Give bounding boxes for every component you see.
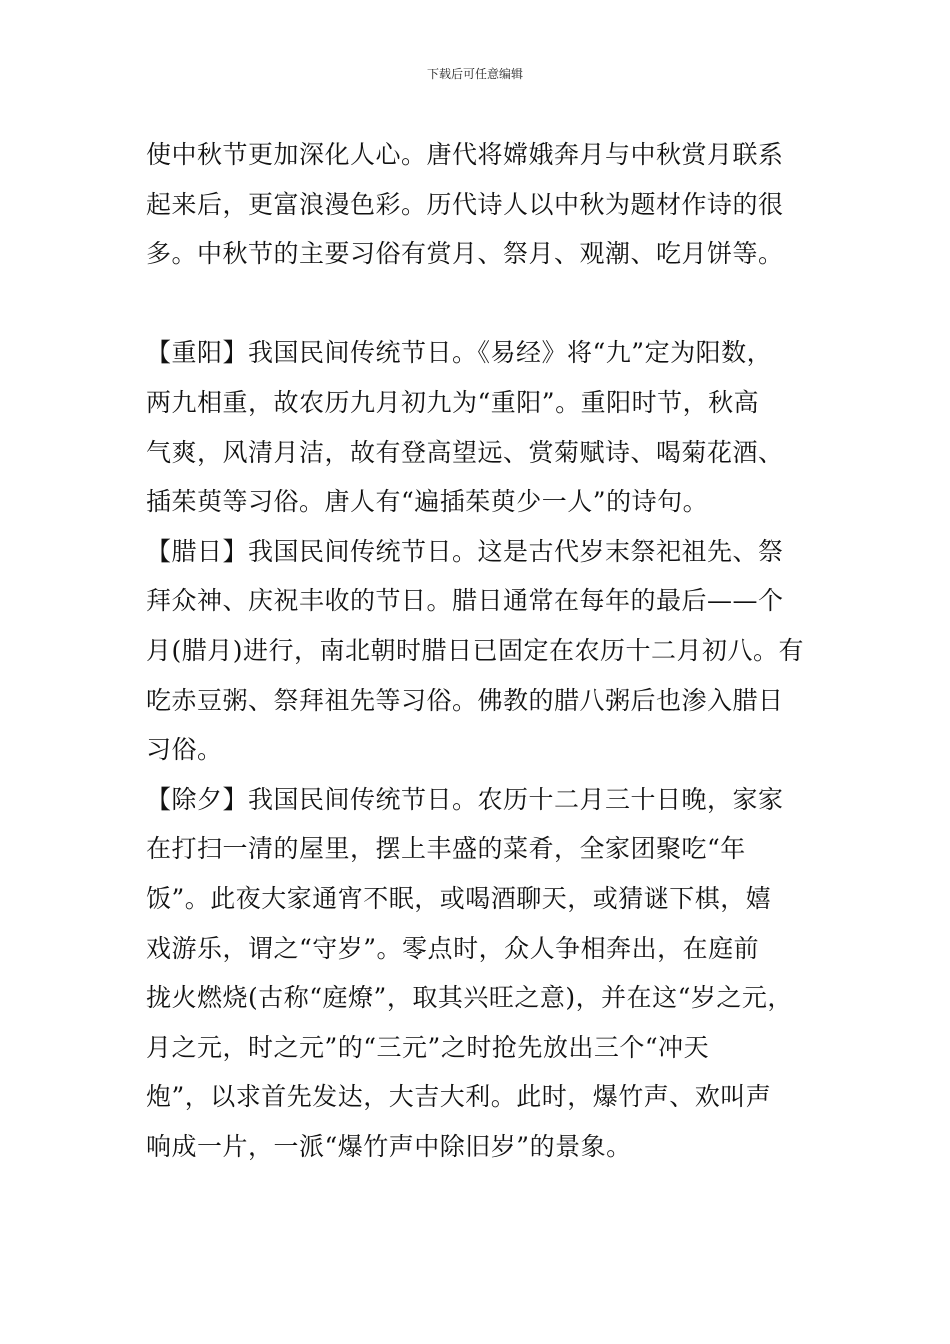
text-line: 拜众神、庆祝丰收的节日。腊日通常在每年的最后——个 [146, 586, 784, 616]
text-line: 在打扫一清的屋里，摆上丰盛的菜肴，全家团聚吃“年 [146, 834, 746, 864]
text-line: 插茱萸等习俗。唐人有“遍插茱萸少一人”的诗句。 [146, 487, 709, 517]
text-line: 起来后，更富浪漫色彩。历代诗人以中秋为题材作诗的很 [146, 189, 784, 219]
text-line: 多。中秋节的主要习俗有赏月、祭月、观潮、吃月饼等。 [146, 239, 784, 269]
document-body [146, 130, 826, 1171]
text-line: 【腊日】我国民间传统节日。这是古代岁末祭祀祖先、祭 [146, 536, 784, 566]
text-line: 月之元，时之元”的“三元”之时抢先放出三个“冲天 [146, 1032, 710, 1062]
text-line: 炮”，以求首先发达，大吉大利。此时，爆竹声、欢叫声 [146, 1082, 772, 1112]
text-line: 吃赤豆粥、祭拜祖先等习俗。佛教的腊八粥后也渗入腊日 [146, 685, 784, 715]
text-line: 拢火燃烧(古称“庭燎”，取其兴旺之意)，并在这“岁之元， [146, 983, 793, 1013]
text-line: 【重阳】我国民间传统节日。《易经》将“九”定为阳数， [146, 338, 773, 368]
text-line: 月(腊月)进行，南北朝时腊日已固定在农历十二月初八。有 [146, 635, 805, 665]
text-line: 习俗。 [146, 735, 223, 765]
text-line: 气爽，风清月洁，故有登高望远、赏菊赋诗、喝菊花酒、 [146, 437, 784, 467]
text-line: 两九相重，故农历九月初九为“重阳”。重阳时节，秋高 [146, 387, 760, 417]
text-line: 戏游乐，谓之“守岁”。零点时，众人争相奔出，在庭前 [146, 933, 760, 963]
text-line: 响成一片，一派“爆竹声中除旧岁”的景象。 [146, 1131, 632, 1161]
text-line: 【除夕】我国民间传统节日。农历十二月三十日晚，家家 [146, 784, 784, 814]
text-line: 使中秋节更加深化人心。唐代将嫦娥奔月与中秋赏月联系 [146, 140, 784, 169]
paragraph-spacer [146, 279, 826, 329]
page-header: 下载后可任意编辑 [426, 67, 523, 81]
text-line: 饭”。此夜大家通宵不眠，或喝酒聊天，或猜谜下棋，嬉 [146, 883, 772, 913]
